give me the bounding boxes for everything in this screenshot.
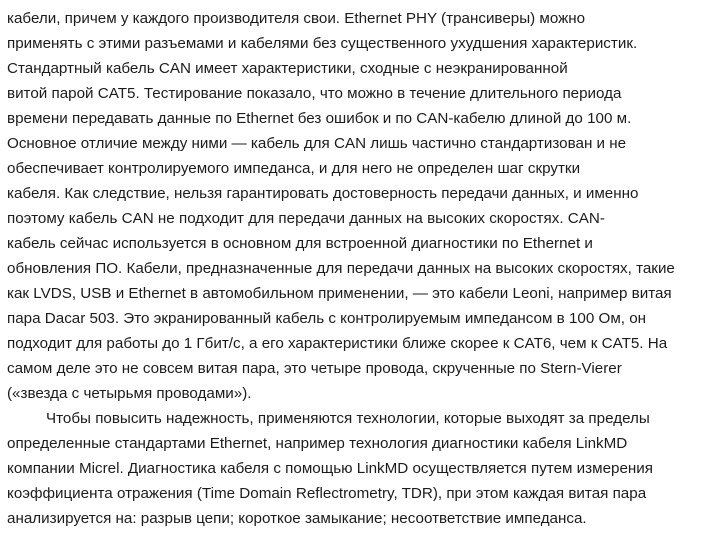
text-line: определенные стандартами Ethernet, например технология диагностики кабеля LinkMD xyxy=(7,435,628,452)
text-line: пара Dacar 503. Это экранированный кабель с контролируемым импедансом в 100 Ом, он xyxy=(7,310,647,327)
text-line: кабеля. Как следствие, нельзя гарантировать достоверность передачи данных, и именно xyxy=(7,185,639,202)
text-line: как LVDS, USB и Ethernet в автомобильном применении, — это кабели Leoni, например витая xyxy=(7,285,672,302)
text-line: Стандартный кабель CAN имеет характеристики, сходные с неэкранированной xyxy=(7,60,568,77)
text-line: кабель сейчас используется в основном для встроенной диагностики по Ethernet и xyxy=(7,235,593,252)
text-line: подходит для работы до 1 Гбит/с, а его характеристики ближе скорее к CAT6, чем к CAT5. На xyxy=(7,335,668,352)
text-line: самом деле это не совсем витая пара, это четыре провода, скрученные по Stern-Vierer xyxy=(7,360,622,377)
paragraph-first-line: Чтобы повысить надежность, применяются технологии, которые выходят за пределы xyxy=(46,410,650,427)
text-line: витой парой CAT5. Тестирование показало, что можно в течение длительного периода xyxy=(7,85,622,102)
text-line: коэффициента отражения (Time Domain Reflectrometry, TDR), при этом каждая витая пара xyxy=(7,485,647,502)
text-line: применять с этими разъемами и кабелями без существенного ухудшения характеристик. xyxy=(7,35,638,52)
text-line: времени передавать данные по Ethernet без ошибок и по CAN-кабелю длиной до 100 м. xyxy=(7,110,632,127)
text-line: Основное отличие между ними — кабель для CAN лишь частично стандартизован и не xyxy=(7,135,627,152)
text-line: поэтому кабель CAN не подходит для передачи данных на высоких скоростях. CAN- xyxy=(7,210,605,227)
text-line: обновления ПО. Кабели, предназначенные для передачи данных на высоких скоростях, такие xyxy=(7,260,675,277)
text-line: («звезда с четырьмя проводами»). xyxy=(7,385,252,402)
text-line: кабели, причем у каждого производителя свои. Ethernet PHY (трансиверы) можно xyxy=(7,10,586,27)
text-line: компании Micrel. Диагностика кабеля с помощью LinkMD осуществляется путем измерения xyxy=(7,460,654,477)
text-line: обеспечивает контролируемого импеданса, и для него не определен шаг скрутки xyxy=(7,160,581,177)
text-line: анализируется на: разрыв цепи; короткое замыкание; несоответствие импеданса. xyxy=(7,510,587,527)
